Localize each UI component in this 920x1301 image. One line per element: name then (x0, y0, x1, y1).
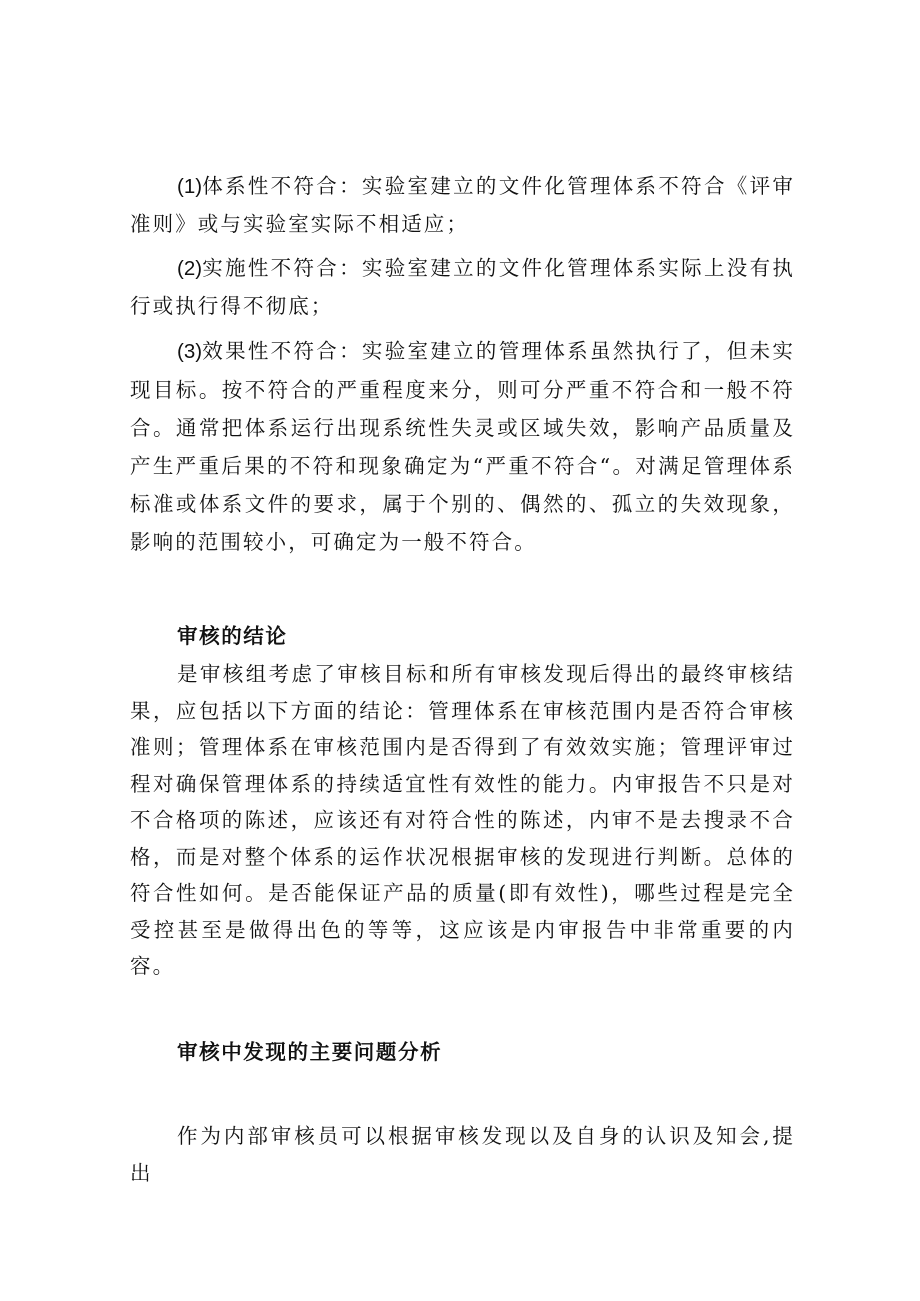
item-2-text: 实施性不符合：实验室建立的文件化管理体系实际上没有执行或执行得不彻底； (130, 256, 795, 318)
analysis-body: 作为内部审核员可以根据审核发现以及自身的认识及知会,提出 (130, 1124, 795, 1185)
item-1-number: (1) (177, 175, 203, 198)
item-3-text: 效果性不符合：实验室建立的管理体系虽然执行了，但未实现目标。按不符合的严重程度来分，则可分严重不符合和一般不符合。通常把体系运行出现系统性失灵或区域失效，影响产品质量及产生严重后果的不符和现象确定为“严重不符合“。对满足管理体系标准或体系文件的要求，属于个别的、偶然的、孤立的失效现象，影响的范围较小，可确定为一般不符合。 (130, 339, 795, 554)
item-1-paragraph (130, 168, 795, 242)
item-2-number: (2) (177, 257, 203, 280)
conclusion-heading: 审核的结论 (177, 624, 288, 648)
item-3-paragraph (130, 332, 795, 561)
item-2-paragraph (130, 250, 795, 324)
item-3-number: (3) (177, 340, 203, 363)
conclusion-body: 是审核组考虑了审核目标和所有审核发现后得出的最终审核结果，应包括以下方面的结论：管理体系在审核范围内是否符合审核准则；管理体系在审核范围内是否得到了有效效实施；管理评审过程对确保管理体系的持续适宜性有效性的能力。内审报告不只是对不合格项的陈述，应该还有对符合性的陈述，内审不是去搜录不合格，而是对整个体系的运作状况根据审核的发现进行判断。总体的符合性如何。是否能保证产品的质量(即有效性)，哪些过程是完全受控甚至是做得出色的等等，这应该是内审报告中非常重要的内容。 (130, 662, 795, 978)
analysis-heading: 审核中发现的主要问题分析 (177, 1040, 443, 1064)
item-1-text: 体系性不符合：实验室建立的文件化管理体系不符合《评审准则》或与实验室实际不相适应； (130, 174, 795, 236)
